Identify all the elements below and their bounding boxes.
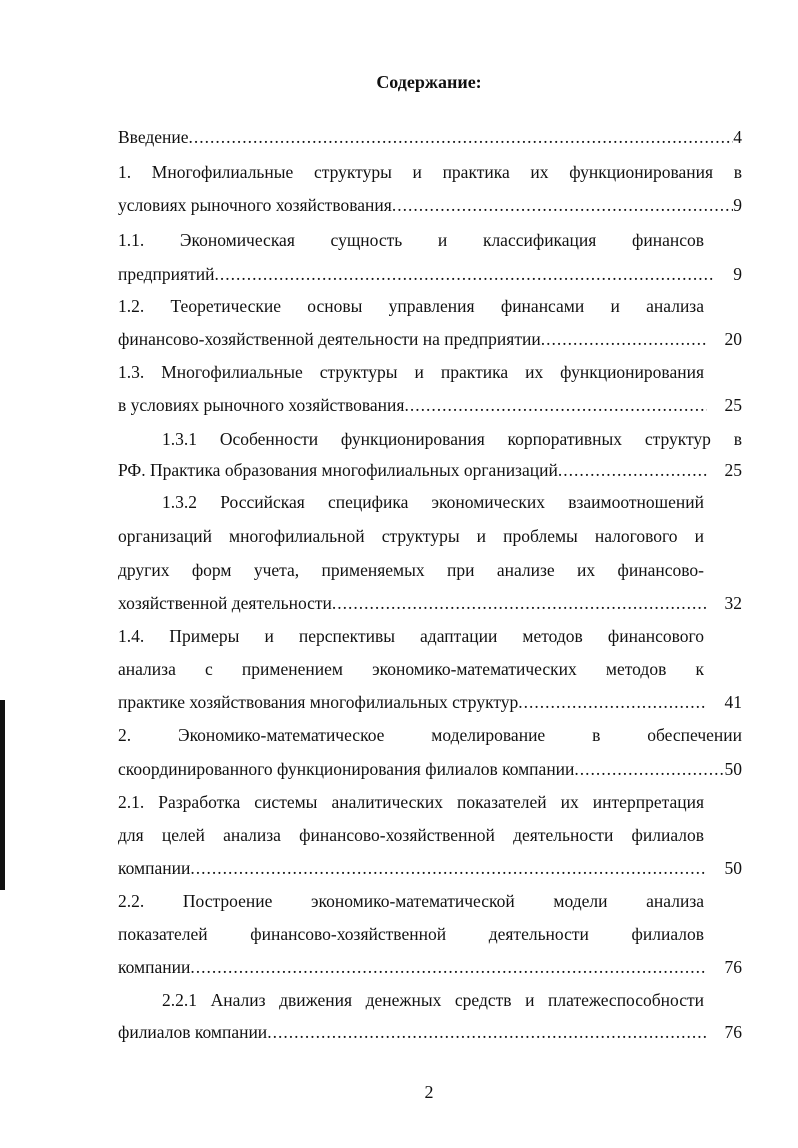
toc-page-number: 9 <box>733 264 742 284</box>
toc-entry-intro <box>118 125 742 149</box>
toc-entry-1-line1: 1. Многофилиальные структуры и практика их функционирования в <box>118 162 742 182</box>
toc-entry-1-3-2-line3: других форм учета, применяемых при анализе их финансово- <box>118 560 704 580</box>
toc-page-number: 25 <box>724 460 742 480</box>
toc-page-number: 4 <box>733 127 742 147</box>
toc-entry-2-1-line2: для целей анализа финансово-хозяйственной деятельности филиалов <box>118 825 704 845</box>
page-number: 2 <box>424 1082 434 1102</box>
toc-page-number: 50 <box>724 759 742 779</box>
toc-entry-text: скоординированного функционирования филиалов компании <box>118 759 575 779</box>
toc-entry-1-3-2-line1: 1.3.2 Российская специфика экономических взаимоотношений <box>162 492 704 512</box>
toc-entry-2-1-line1: 2.1. Разработка системы аналитических показателей их интерпретация <box>118 792 704 812</box>
toc-entry-2-2-1-line1: 2.2.1 Анализ движения денежных средств и платежеспособности <box>162 990 704 1010</box>
toc-entry-text: компании <box>118 858 191 878</box>
toc-entry-text: хозяйственной деятельности <box>118 593 332 613</box>
toc-page-number: 32 <box>724 593 742 613</box>
toc-entry-text: предприятий <box>118 264 215 284</box>
toc-entry-1-line2 <box>118 193 742 217</box>
toc-entry-text: Введение <box>118 127 189 147</box>
toc-page-number: 20 <box>724 329 742 349</box>
leader-dots <box>518 690 706 714</box>
leader-dots <box>404 393 706 417</box>
toc-entry-2-2-1-line2 <box>118 1020 742 1044</box>
toc-title: Содержание: <box>376 72 482 92</box>
leader-dots <box>190 955 706 979</box>
toc-entry-1-3-1-line1: 1.3.1 Особенности функционирования корпоративных структур в <box>162 429 742 449</box>
toc-entry-1-3-1-line2 <box>118 458 742 482</box>
scan-edge-mark <box>0 700 5 890</box>
toc-entry-1-1-line2 <box>118 262 742 286</box>
toc-entry-text: финансово-хозяйственной деятельности на предприятии <box>118 329 541 349</box>
toc-page-number: 9 <box>733 195 742 215</box>
leader-dots <box>574 757 724 781</box>
toc-entry-2-1-line3 <box>118 856 742 880</box>
toc-entry-2-2-line3 <box>118 955 742 979</box>
toc-entry-1-1-line1: 1.1. Экономическая сущность и классификация финансов <box>118 230 704 250</box>
toc-page-number: 25 <box>724 395 742 415</box>
toc-entry-1-3-line1: 1.3. Многофилиальные структуры и практика их функционирования <box>118 362 704 382</box>
toc-page-number: 50 <box>724 858 742 878</box>
leader-dots <box>541 327 707 351</box>
toc-entry-text: практике хозяйствования многофилиальных структур <box>118 692 519 712</box>
leader-dots <box>190 856 706 880</box>
leader-dots <box>558 458 707 482</box>
toc-entry-text: компании <box>118 957 191 977</box>
toc-page-number: 76 <box>724 1022 742 1042</box>
toc-entry-1-4-line2: анализа с применением экономико-математических методов к <box>118 659 704 679</box>
toc-entry-2-2-line1: 2.2. Построение экономико-математической модели анализа <box>118 891 704 911</box>
leader-dots <box>267 1020 706 1044</box>
toc-entry-1-2-line2 <box>118 327 742 351</box>
toc-entry-text: условиях рыночного хозяйствования <box>118 195 392 215</box>
toc-page-number: 76 <box>724 957 742 977</box>
toc-entry-1-2-line1: 1.2. Теоретические основы управления финансами и анализа <box>118 296 704 316</box>
toc-entry-1-4-line1: 1.4. Примеры и перспективы адаптации методов финансового <box>118 626 704 646</box>
leader-dots <box>189 125 734 149</box>
toc-entry-1-3-2-line2: организаций многофилиальной структуры и проблемы налогового и <box>118 526 704 546</box>
toc-entry-text: РФ. Практика образования многофилиальных организаций <box>118 460 558 480</box>
toc-entry-1-4-line3 <box>118 690 742 714</box>
leader-dots <box>332 591 707 615</box>
toc-entry-text: в условиях рыночного хозяйствования <box>118 395 405 415</box>
toc-entry-1-3-line2 <box>118 393 742 417</box>
toc-entry-2-2-line2: показателей финансово-хозяйственной деятельности филиалов <box>118 924 704 944</box>
toc-page-number: 41 <box>724 692 742 712</box>
toc-entry-2-line2 <box>118 757 742 781</box>
toc-entry-text: филиалов компании <box>118 1022 268 1042</box>
toc-entry-1-3-2-line4 <box>118 591 742 615</box>
leader-dots <box>392 193 733 217</box>
leader-dots <box>214 262 715 286</box>
toc-entry-2-line1: 2. Экономико-математическое моделирование в обеспечении <box>118 725 742 745</box>
